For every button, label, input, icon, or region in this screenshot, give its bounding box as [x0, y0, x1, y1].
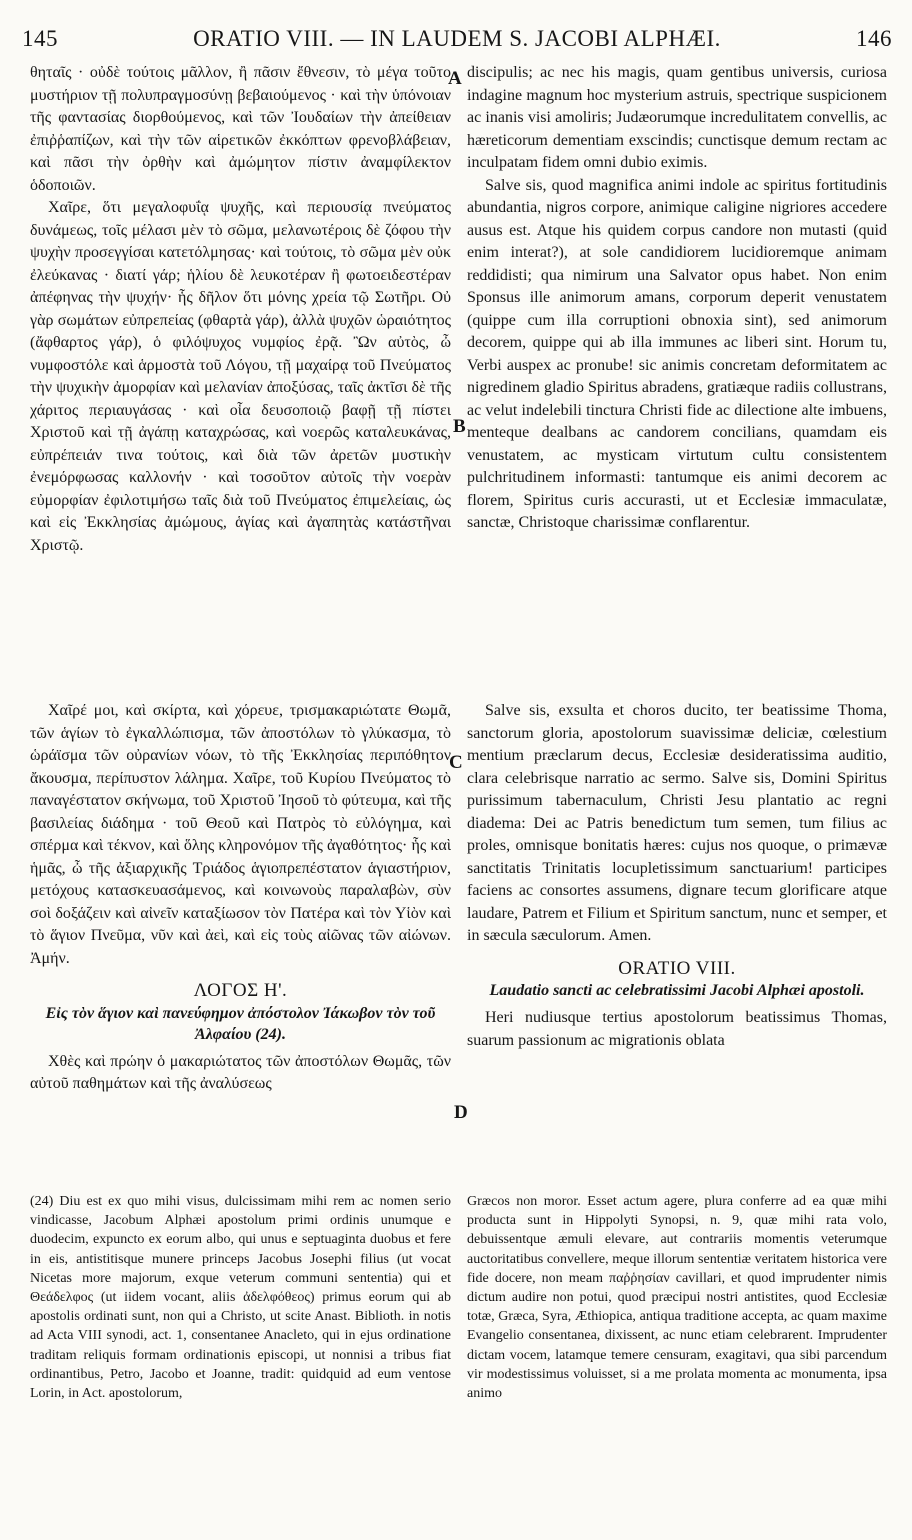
- footnote-right: [467, 1192, 887, 1522]
- greek-subtitle: Εἰς τὸν ἅγιον καὶ πανεύφημον ἀπόστολον Ἰάκωβον τὸν τοῦ Ἀλφαίου (24).: [45, 1004, 436, 1043]
- margin-marker-c: C: [449, 752, 463, 773]
- greek-column-upper: [30, 62, 451, 687]
- footnote-right-text: Græcos non moror. Esset actum agere, plura conferre ad ea quæ mihi producta sunt in Hippolyti Synopsi, n. 9, quæ mihi rata volo, debuissentque æmuli elevare, aut contrariis momentis veterumque auctoritatibus convellere, meque illorum sententiæ veritatem historica vere fide docere, non meam παῤῥησίαν cavillari, et quod imprudenter nimis dictum audire non potui, quod præcipui nostri antistites, quod Ecclesiæ totæ, Græca, Syra, Æthiopica, antiqua traditione accepta, ac quam maxime Evangelio consentanea, dixissent, ac nunc etiam celebrarent. Imprudenter dictam vocem, latamque temere censuram, exagitavi, qua sibi parcendum vir modestissimus voluisset, si a me prolata momenta ac monumenta, ipsa animo: [467, 1194, 887, 1402]
- running-title: ORATIO VIII. — IN LAUDEM S. JACOBI ALPHÆI.: [193, 26, 721, 51]
- greek-paragraph-3: Χαῖρέ μοι, καὶ σκίρτα, καὶ χόρευε, τρισμακαριώτατε Θωμᾶ, τῶν ἁγίων τὸ ἐγκαλλώπισμα, τῶν ἀποστόλων τὸ γλύκασμα, τὸ ὡράϊσμα τῶν οὐρανίων νόων, τὸ τῆς Ἐκκλησίας περιπόθητον ἄκουσμα, περίπυστον λάλημα. Χαῖρε, τοῦ Κυρίου Πνεύματος τὸ παναγέστατον σκήνωμα, τοῦ Χριστοῦ Ἰησοῦ τὸ φύτευμα, καὶ τῆς βασιλείας διάδημα · τοῦ Θεοῦ καὶ Πατρὸς τὸ εὐλόγημα, καὶ σπέρμα καὶ τέκνον, καὶ ὅλης κληρονόμον τῆς ἀγαθότητος· ἧς καὶ ἡμᾶς, ὦ τῆς ἀξιαρχικῆς Τριάδος ἁγιοπρεπέστατον ἁγιαστήριον, μετόχους κατασκευασάμενος, καὶ κοινωνοὺς παραλαβὼν, σὺν σοὶ δοξάζειν καὶ αἰνεῖν καταξίωσον τὸν Πατέρα καὶ τὸν Υἱὸν καὶ τὸ ἅγιον Πνεῦμα, νῦν καὶ ἀεὶ, καὶ εἰς τοὺς αἰῶνας τῶν αἰώνων. Ἀμήν.: [30, 702, 451, 967]
- greek-paragraph-2: Χαῖρε, ὅτι μεγαλοφυΐᾳ ψυχῆς, καὶ περιουσίᾳ πνεύματος δυνάμεως, τοῖς μέλασι μὲν τὸ σῶμα, μελανωτέροις δὲ ζόφου τὴν ψυχὴν προσεγγίσαι κατετόλμησας· καὶ τούτοις, τὸ σῶμα μὲν οὐκ ἐλεύκανας · διατί γάρ; ἡλίου δὲ λευκοτέραν ἢ φωτοειδεστέραν ἀπέφηνας τὴν ψυχήν· ἧς δῆλον ὅτι μόνης χρεία τῷ Σωτῆρι. Οὐ γὰρ σωμάτων εὐπρεπείας (φθαρτὰ γάρ), ἀλλὰ ψυχῶν ὡραιότητος (ἄφθαρτος γάρ), ὁ φιλόψυχος νυμφίος ἐρᾷ. Ὢν αὐτὸς, ὦ νυμφοστόλε καὶ ἁρμοστὰ τοῦ Λόγου, τῇ μαχαίρᾳ τοῦ Πνεύματος τὴν ψυχικὴν ἀμορφίαν καὶ μελανίαν ἀποξύσας, ταῖς ἀκτῖσι δὲ τῆς χάριτος περιαυγάσας · καὶ οἷα δευσοποιῷ βαφῇ τῇ πίστει Χριστοῦ καὶ τῇ ἀγάπῃ καταχρώσας, καὶ νοερῶς καταλευκάνας, εὐπρέπειάν τινα τούτοις, καὶ διὰ τῶν ἀρετῶν μυστικὴν ἐνεμόρφωσας καλλονήν · καὶ τοσοῦτον αὐτοῖς τὴν νοερὰν εὐμορφίαν ἐφιλοτιμήσω ταῖς διὰ τοῦ Πνεύματος ἐπιμελείαις, ὡς καὶ εἰς Ἐκκλησίας ἀμώμους, ἁγίας καὶ ἀγαπητὰς κατάστῆναι Χριστῷ.: [30, 199, 451, 554]
- greek-heading: ΛΟΓΟΣ Η'.: [193, 980, 288, 1001]
- margin-marker-d: D: [454, 1102, 468, 1123]
- page-number-right: 146: [856, 26, 892, 51]
- greek-column-lower: [30, 700, 451, 1170]
- latin-column-upper: [467, 62, 887, 687]
- latin-subtitle: Laudatio sancti ac celebratissimi Jacobi Alphæi apostoli.: [489, 982, 865, 999]
- margin-marker-a: A: [448, 68, 462, 89]
- latin-paragraph-1: discipulis; ac nec his magis, quam gentibus universis, curiosa indagine magnum hoc mysterium astruis, spectrique suspicionem ac inanis visi amoliris; Judæorumque incredulitatem convellis, ac hæreticorum dementiam exscindis; cunctisque demum rectam ac inculpatam fidem omni dubio eximis.: [467, 64, 887, 171]
- latin-paragraph-2: Salve sis, quod magnifica animi indole ac spiritus fortitudinis abundantia, nigros corpore, animique caligine nigriores accedere ausus est. Atque his quidem corpus candore non mutasti (quid enim interat?), at sole candidiorem lucidioremque animam reddidisti; qua nimirum una Salvator opus habet. Non enim Sponsus ille animorum amans, corporum deperit venustatem (quippe cum illa corruptioni obnoxia sint), sed animorum decorem, quippe qui ab illa immunes ac liberi sint. Horum tu, Verbi auspex ac pronube! sic animis concretam deformitatem ac nigredinem gladio Spiritus abradens, gratiæque radiis collustrans, ac velut indelebili tinctura Christi fide ac dilectione alte imbuens, menteque dealbans ac candorem concilians, quamdam eis venustatem, ac mysticam virtutum cultu consistentem pulchritudinem informasti: tantumque eis animi decorem ac florem, Spiritus curis accurasti, ut et Ecclesiæ immaculatæ, sanctæ, Christoque charissimæ conflarentur.: [467, 176, 887, 531]
- page-number-left: 145: [22, 26, 58, 51]
- latin-column-lower: [467, 700, 887, 1170]
- running-header: [22, 20, 892, 54]
- greek-paragraph-1: θηταῖς · οὐδὲ τούτοις μᾶλλον, ἢ πᾶσιν ἔθνεσιν, τὸ μέγα τοῦτο μυστήριον τῇ πολυπραγμοσύνῃ βεβαιούμενος · καὶ τὴν ὑπόνοιαν τῆς φαντασίας διορθούμενος, καὶ τῶν Ἰουδαίων τὴν ἀπείθειαν ἐπιῤῥαπίζων, καὶ τὴν τῶν αἱρετικῶν ἐκκόπτων φρενοβλάβειαν, καὶ πᾶσι τὴν ὀρθὴν καὶ ἀμώμητον πίστιν ἀναμφίλεκτον ὁδοποιῶν.: [30, 64, 451, 194]
- footnote-left-text: (24) Diu est ex quo mihi visus, dulcissimam mihi rem ac nomen serio vindicasse, Jacobum Alphæi apostolum primi ordinis unumque e duodecim, expuncto ex eorum albo, qui unus e septuaginta duobus et fere in eis, antistitisque munere princeps Jacobus Josephi filius (ut vocat Nicetas more majorum, exque veterum communi sententia) qui et Θεάδελφος (ut iidem vocant, aliis ἀδελφόθεος) primus eorum qui ab apostolis ordinati sunt, non qui a Christo, ut scite Anast. Biblioth. in notis ad Acta VIII synodi, act. 1, consentanee Anacleto, qui in ejus ordinatione traditam reliquis formam ordinationis episcopi, ut nonnisi a tribus fiat ordinantibus, Petro, Jacobo et Joanne, tradit: quidquid ad eum ventose Lorin, in Act. apostolorum,: [30, 1194, 451, 1402]
- latin-paragraph-3: Salve sis, exsulta et choros ducito, ter beatissime Thoma, sanctorum gloria, apostolorum suavissimæ deliciæ, cœlestium mentium præclarum decus, Ecclesiæ desideratissima auditio, clara celebrisque narratio ac sermo. Salve sis, Domini Spiritus purissimum tabernaculum, Christi Jesu plantatio ac regni diadema: Dei ac Patris benedictum tum semen, tum filius ac proles, omnisque bonitatis hæres: cujus nos quoque, o primævæ sanctitatis Trinitatis locupletissimum sanctuarium! participes faciens ac consortes assumens, dignare tecum glorificare atque laudare, Patrem et Filium et Spiritum sanctum, nunc et semper, et in sæcula sæculorum. Amen.: [467, 702, 887, 944]
- footnote-left: [30, 1192, 451, 1522]
- margin-marker-b: B: [453, 416, 466, 437]
- latin-paragraph-4: Heri nudiusque tertius apostolorum beatissimus Thomas, suarum passionum ac migrationis oblata: [467, 1009, 887, 1049]
- latin-heading: ORATIO VIII.: [618, 957, 736, 979]
- greek-paragraph-4: Χθὲς καὶ πρώην ὁ μακαριώτατος τῶν ἀποστόλων Θωμᾶς, τῶν αὐτοῦ παθημάτων καὶ τῆς ἀναλύσεως: [30, 1052, 451, 1092]
